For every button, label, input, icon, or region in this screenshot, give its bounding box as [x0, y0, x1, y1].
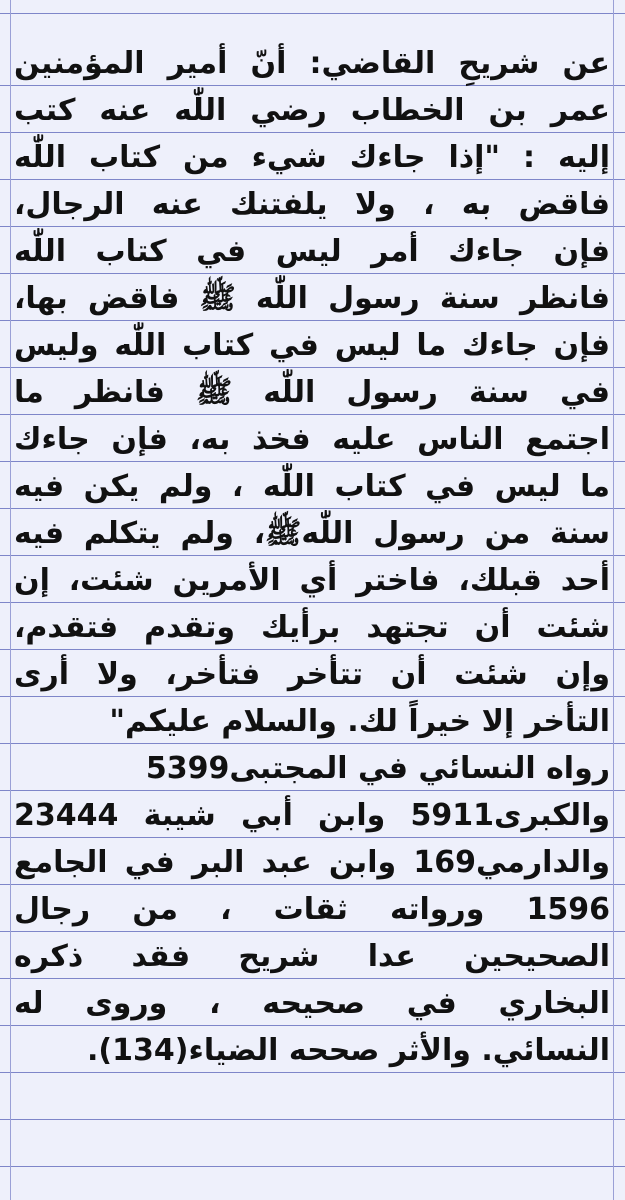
text-line: اجتمع الناس عليه فخذ به، فإن جاءك [14, 422, 610, 457]
text-line: عمر بن الخطاب رضي اللّٰه عنه كتب [14, 93, 610, 128]
text-line: أحد قبلك، فاختر أي الأمرين شئت، إن [14, 563, 610, 598]
source-line: الصحيحين عدا شريح فقد ذكره [14, 939, 610, 974]
left-margin-line [10, 0, 11, 1200]
right-margin-line [613, 0, 614, 1200]
text-line: التأخر إلا خيراً لك. والسلام عليكم" [109, 704, 610, 739]
source-line: النسائي. والأثر صححه الضياء(134). [87, 1033, 610, 1068]
text-line: فانظر سنة رسول اللّٰه ﷺ فاقض بها، [14, 281, 610, 316]
text-line: فاقض به ، ولا يلفتنك عنه الرجال، [14, 187, 610, 222]
text-line: شئت أن تجتهد برأيك وتقدم فتقدم، [14, 610, 610, 645]
text-line: وإن شئت أن تتأخر فتأخر، ولا أرى [14, 657, 610, 692]
text-line: فإن جاءك أمر ليس في كتاب اللّٰه [14, 234, 610, 269]
source-line: 1596 ورواته ثقات ، من رجال [14, 892, 610, 927]
source-line: والكبرى5911 وابن أبي شيبة 23444 [14, 798, 610, 833]
source-line: رواه النسائي في المجتبى5399 [145, 751, 610, 786]
text-line: سنة من رسول اللّٰهﷺ، ولم يتكلم فيه [14, 516, 610, 551]
text-line: عن شريحِ القاضي: أنّ أمير المؤمنين [14, 46, 610, 81]
text-line: في سنة رسول اللّٰه ﷺ فانظر ما [14, 375, 610, 410]
text-line: فإن جاءك ما ليس في كتاب اللّٰه وليس [14, 328, 610, 363]
source-line: والدارمي169 وابن عبد البر في الجامع [14, 845, 610, 880]
source-line: البخاري في صحيحه ، وروى له [14, 986, 610, 1021]
narration-text [14, 40, 610, 1074]
text-line: إليه : "إذا جاءك شيء من كتاب اللّٰه [14, 140, 610, 175]
text-line: ما ليس في كتاب اللّٰه ، ولم يكن فيه [14, 469, 610, 504]
